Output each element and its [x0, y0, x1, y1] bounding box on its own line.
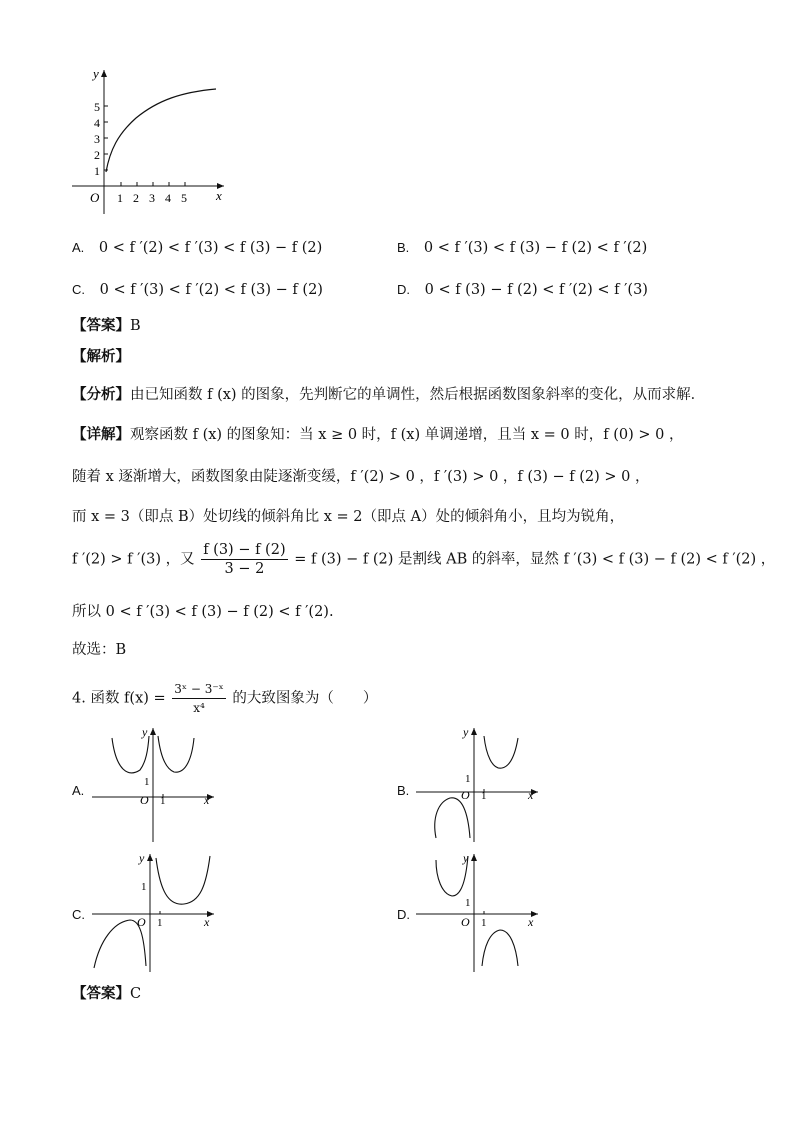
graph-d-o: O [461, 915, 470, 929]
q4-fraction [172, 680, 225, 717]
answer-value: B [130, 318, 141, 334]
option-b-label: B. [397, 240, 410, 255]
q4-graph-c [88, 848, 223, 974]
graph-a-x: x [204, 793, 210, 807]
line4-post: = f (3) − f (2) 是割线 AB 的斜率，显然 f ′(3) < f (3) − f (2) < f ′(2) ， [294, 551, 776, 568]
answer-line-2 [72, 984, 141, 1004]
answer-2-value: C [130, 986, 142, 1002]
q4-graph-a [88, 722, 223, 844]
graph-a-1y: 1 [144, 776, 150, 788]
fenxi-text: 由已知函数 f (x) 的图象，先判断它的单调性，然后根据函数图象斜率的变化，从而求解． [130, 387, 706, 403]
q3-option-b [397, 238, 647, 258]
y-tick-3: 3 [94, 132, 100, 146]
fenxi-tag: 【分析】 [72, 386, 130, 403]
x-tick-1: 1 [117, 191, 123, 205]
top-function-graph [66, 62, 236, 222]
y-tick-4: 4 [94, 116, 100, 130]
graph-d-y: y [463, 851, 469, 865]
q4-stem [72, 680, 377, 717]
option-a-text: 0 < f ′(2) < f ′(3) < f (3) − f (2) [98, 240, 323, 256]
graph-d-1x: 1 [481, 917, 487, 929]
q4-graph-d [412, 848, 547, 974]
q4-frac-num: 3ˣ − 3⁻ˣ [172, 680, 225, 699]
line4-pre: f ′(2) > f ′(3) ，又 [72, 551, 195, 568]
q4-label-d: D. [397, 907, 410, 922]
graph-a-1x: 1 [160, 795, 166, 807]
y-tick-2: 2 [94, 148, 100, 162]
option-d-label: D. [397, 282, 410, 297]
line4-frac-den: 3 − 2 [224, 561, 265, 577]
graph-b-1x: 1 [481, 790, 487, 802]
graph-b-y: y [463, 725, 469, 739]
x-tick-2: 2 [133, 191, 139, 205]
q4-label-a: A. [72, 783, 85, 798]
option-a-label: A. [72, 240, 85, 255]
graph-c-1x: 1 [157, 917, 163, 929]
graph-c-x: x [204, 915, 210, 929]
x-tick-3: 3 [149, 191, 155, 205]
q4-graph-b [412, 722, 547, 844]
q3-option-d [397, 280, 648, 300]
explanation-line-5: 所以 0 < f ′(3) < f (3) − f (2) < f ′(2). [72, 604, 334, 620]
q4-post: 的大致图象为（ ） [232, 690, 378, 707]
answer-2-tag: 【答案】 [72, 985, 130, 1002]
graph-a-y: y [142, 725, 148, 739]
graph-c-1y: 1 [141, 881, 147, 893]
graph-d-x: x [528, 915, 534, 929]
x-tick-4: 4 [165, 191, 171, 205]
y-tick-5: 5 [94, 100, 100, 114]
y-tick-1: 1 [94, 164, 100, 178]
explanation-line-3: 而 x = 3（即点 B）处切线的倾斜角比 x = 2（即点 A）处的倾斜角小，且均为锐角， [72, 509, 625, 525]
top-graph-origin: O [90, 190, 100, 205]
q4-label-c: C. [72, 907, 85, 922]
option-c-text: 0 < f ′(3) < f ′(2) < f (3) − f (2) [99, 282, 323, 298]
option-b-text: 0 < f ′(3) < f (3) − f (2) < f ′(2) [423, 240, 648, 256]
graph-d-1y: 1 [465, 897, 471, 909]
q4-number: 4. [72, 690, 86, 707]
q3-option-a [72, 238, 322, 258]
graph-b-x: x [528, 788, 534, 802]
explanation-line-2: 随着 x 逐渐增大，函数图象由陡逐渐变缓，f ′(2) > 0 ，f ′(3) > 0 ，f (3) − f (2) > 0 ， [72, 469, 650, 485]
analysis-tag: 【解析】 [72, 348, 130, 365]
graph-b-o: O [461, 788, 470, 802]
xiangjie-line [72, 425, 683, 445]
answer-line-1 [72, 316, 141, 336]
q4-label-b: B. [397, 783, 410, 798]
option-d-text: 0 < f (3) − f (2) < f ′(2) < f ′(3) [424, 282, 648, 298]
explanation-line-4 [72, 541, 775, 578]
xiangjie-text: 观察函数 f (x) 的图象知：当 x ≥ 0 时，f (x) 单调递增，且当 x = 0 时，f (0) > 0 ， [130, 427, 684, 443]
line4-frac-num: f (3) − f (2) [203, 542, 286, 558]
top-graph-y-label: y [93, 66, 99, 81]
graph-a-o: O [140, 793, 149, 807]
line4-fraction [201, 541, 287, 578]
option-c-label: C. [72, 282, 85, 297]
xiangjie-tag: 【详解】 [72, 426, 130, 443]
q4-pre: 函数 f(x) = [90, 690, 166, 707]
answer-tag: 【答案】 [72, 317, 130, 334]
graph-b-1y: 1 [465, 773, 471, 785]
top-graph-x-label: x [216, 188, 222, 203]
graph-c-y: y [139, 851, 145, 865]
fenxi-line [72, 385, 705, 405]
choice-line-1: 故选：B [72, 642, 127, 658]
graph-c-o: O [137, 915, 146, 929]
x-tick-5: 5 [181, 191, 187, 205]
q3-option-c [72, 280, 323, 300]
q4-frac-den: x⁴ [193, 701, 205, 715]
